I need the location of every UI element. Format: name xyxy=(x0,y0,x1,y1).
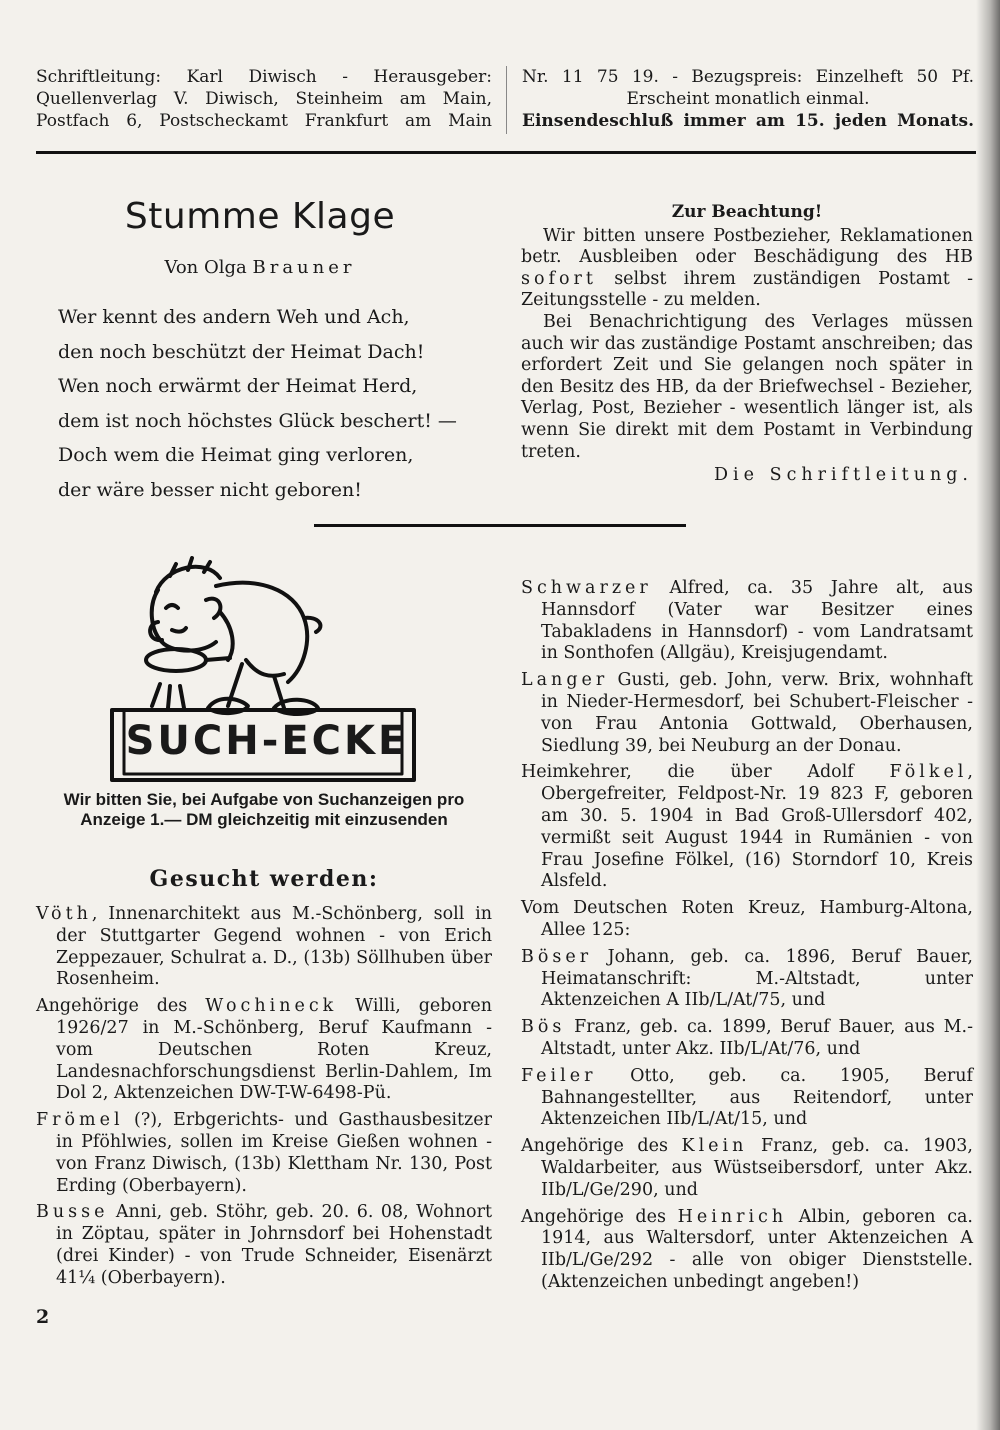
masthead-publisher-info xyxy=(36,66,492,132)
entry-text: Alfred, ca. 35 Jahre alt, aus Hannsdorf (Vater war Besitzer eines Tabakladens in Hannsdorf) - vom Landratsamt in Sonthofen (Allgäu), Kreisjugendamt. xyxy=(541,578,973,664)
notice-title: Zur Beachtung! xyxy=(671,202,823,222)
search-entry xyxy=(36,1202,492,1289)
entry-name: Heinrich xyxy=(677,1206,788,1227)
entry-name: Langer xyxy=(521,670,609,691)
search-fee-note: Wir bitten Sie, bei Aufgabe von Suchanzeigen pro Anzeige 1.— DM gleichzeitig mit einzusenden xyxy=(63,790,465,829)
notice-paragraph xyxy=(521,226,973,312)
entry-prefix: Angehörige des xyxy=(36,996,206,1017)
submission-deadline: Einsendeschluß immer am 15. jeden Monats. xyxy=(522,111,974,131)
wanted-heading: Gesucht werden: xyxy=(149,866,379,892)
entry-name: Feiler xyxy=(521,1065,597,1086)
notice-signature: Die Schriftleitung. xyxy=(714,465,973,486)
entry-text: Otto, geb. ca. 1905, Beruf Bahnangestellter, aus Reitendorf, unter Aktenzeichen IIb/L/At/15, und xyxy=(541,1065,973,1130)
such-ecke-label: SUCH-ECKE xyxy=(125,718,409,764)
search-entry xyxy=(36,996,492,1105)
subscription-price: Nr. 11 75 19. - Bezugspreis: Einzelheft 50 Pf. xyxy=(522,67,974,87)
notice-paragraph: Bei Benachrichtigung des Verlages müssen auch wir das zuständige Postamt anschreiben; das erfordert Zeit und Sie gelangen noch später in den Besitz des HB, da der Briefwechsel - Bezieher, Verlag, Post, Bezieher - wesentlich länger ist, als wenn Sie direkt mit dem Postamt in Verbindung treten. xyxy=(521,311,973,462)
notice-text: selbst ihrem zuständigen Postamt - Zeitungsstelle - zu melden. xyxy=(521,268,973,311)
entry-name: Wochineck xyxy=(205,996,338,1017)
entry-prefix: Angehörige des xyxy=(521,1136,682,1157)
entry-text: , Innenarchitekt aus M.-Schönberg, soll in der Stuttgarter Gegend wohnen - von Erich Zeppezauer, Schulrat a. D., (13b) Söllhuben über Rosenheim. xyxy=(56,904,492,990)
search-entries-left xyxy=(36,904,492,1295)
entry-name: Klein xyxy=(681,1136,748,1157)
poem-title: Stumme Klage xyxy=(124,196,396,237)
search-entry xyxy=(521,578,973,665)
poem-line: den noch beschützt der Heimat Dach! xyxy=(58,340,425,363)
masthead-left-line: Postfach 6, Postscheckamt Frankfurt am Main xyxy=(36,111,492,131)
poem-line: Wer kennt des andern Weh und Ach, xyxy=(58,306,410,328)
masthead-subscription-info xyxy=(522,66,974,132)
entry-prefix: Heimkehrer, die über Adolf xyxy=(521,762,890,783)
entry-text: Gusti, geb. John, verw. Brix, wohnhaft in Nieder-Hermesdorf, bei Schubert-Fleischer - von Frau Antonia Gottwald, Oberhausen, Siedlung 39, bei Neuburg an der Donau. xyxy=(541,670,973,756)
poem-author-prefix: Von Olga xyxy=(164,257,253,278)
entry-name: Schwarzer xyxy=(521,578,652,598)
search-entry xyxy=(36,904,492,991)
notice-text: Wir bitten unsere Postbezieher, Reklamationen betr. Ausbleiben oder Beschädigung des HB xyxy=(521,225,973,268)
masthead-left-line: Quellenverlag V. Diwisch, Steinheim am Main, xyxy=(36,89,492,109)
entry-name: Fölkel xyxy=(889,762,968,783)
entry-text: Johann, geb. ca. 1896, Beruf Bauer, Heimatanschrift: M.-Altstadt, unter Aktenzeichen A IIb/L/At/75, und xyxy=(541,946,973,1011)
entry-name: Vöth xyxy=(36,904,92,924)
search-entry xyxy=(521,762,973,893)
search-entry xyxy=(521,1017,973,1061)
search-entry xyxy=(36,1110,492,1197)
entry-text: Franz, geb. ca. 1899, Beruf Bauer, aus M.-Altstadt, unter Akz. IIb/L/At/76, und xyxy=(541,1017,973,1059)
page-edge-shadow xyxy=(976,0,1000,1430)
poem-line: dem ist noch höchstes Glück beschert! — xyxy=(58,409,457,432)
entry-prefix: Angehörige des xyxy=(521,1206,678,1227)
search-entries-right xyxy=(521,578,973,1299)
entry-text: Franz, geb. ca. 1903, Waldarbeiter, aus Wüstseibersdorf, unter Akz. IIb/L/Ge/290, und xyxy=(541,1136,973,1200)
notice-box xyxy=(521,202,973,487)
entry-text: (?), Erbgerichts- und Gasthausbesitzer in Pföhlwies, sollen im Kreise Gießen wohnen - von Franz Diwisch, (13b) Klettham Nr. 130, Post Erding (Oberbayern). xyxy=(56,1110,492,1196)
search-entry xyxy=(521,1207,973,1294)
entry-name: Frömel xyxy=(36,1110,124,1131)
entry-text: Vom Deutschen Roten Kreuz, Hamburg-Altona, Allee 125: xyxy=(521,898,973,940)
poem-author xyxy=(60,257,460,278)
entry-name: Busse xyxy=(36,1202,109,1223)
notice-emphasis: sofort xyxy=(521,268,597,289)
page-number: 2 xyxy=(36,1306,50,1328)
entry-name: Böser xyxy=(521,946,593,967)
entry-text: Albin, geboren ca. 1914, aus Waltersdorf, unter Aktenzeichen A IIb/L/Ge/292 - alle von obiger Dienststelle. (Aktenzeichen unbedingt angeben!) xyxy=(541,1206,973,1292)
search-entry xyxy=(521,1066,973,1131)
entry-text: , Obergefreiter, Feldpost-Nr. 19 823 F, geboren am 30. 5. 1904 in Bad Groß-Ullersdorf 402, vermißt seit August 1944 in Rumänien - von Frau Josefine Fölkel, (16) Storndorf 10, Kreis Alsfeld. xyxy=(541,762,973,892)
search-entry xyxy=(521,898,973,942)
poem-line: Wen noch erwärmt der Heimat Herd, xyxy=(58,375,418,397)
masthead-divider xyxy=(506,66,507,134)
entry-text: Willi, geboren 1926/27 in M.-Schönberg, Beruf Kaufmann - vom Deutschen Roten Kreuz, Landesnachforschungsdienst Berlin-Dahlem, Im Dol 2, Aktenzeichen DW-T-W-6498-Pü. xyxy=(56,996,492,1104)
entry-name: Bös xyxy=(521,1017,566,1038)
search-entry xyxy=(521,670,973,757)
poem-author-name: Brauner xyxy=(252,257,356,278)
poem-line: der wäre besser nicht geboren! xyxy=(58,478,362,501)
poem-body xyxy=(58,300,488,507)
entry-text: Anni, geb. Stöhr, geb. 20. 6. 08, Wohnort in Zöptau, später in Johrnsdorf bei Hohenstadt (drei Kinder) - von Trude Schneider, Eisenärzt 41¼ (Oberbayern). xyxy=(56,1202,492,1288)
poem-line: Doch wem die Heimat ging verloren, xyxy=(58,444,414,466)
search-entry xyxy=(521,947,973,1012)
section-rule xyxy=(314,524,686,527)
masthead-left-line: Schriftleitung: Karl Diwisch - Herausgeber: xyxy=(36,67,492,87)
search-entry xyxy=(521,1136,973,1201)
header-rule xyxy=(36,151,976,154)
publication-frequency: Erscheint monatlich einmal. xyxy=(626,89,870,109)
